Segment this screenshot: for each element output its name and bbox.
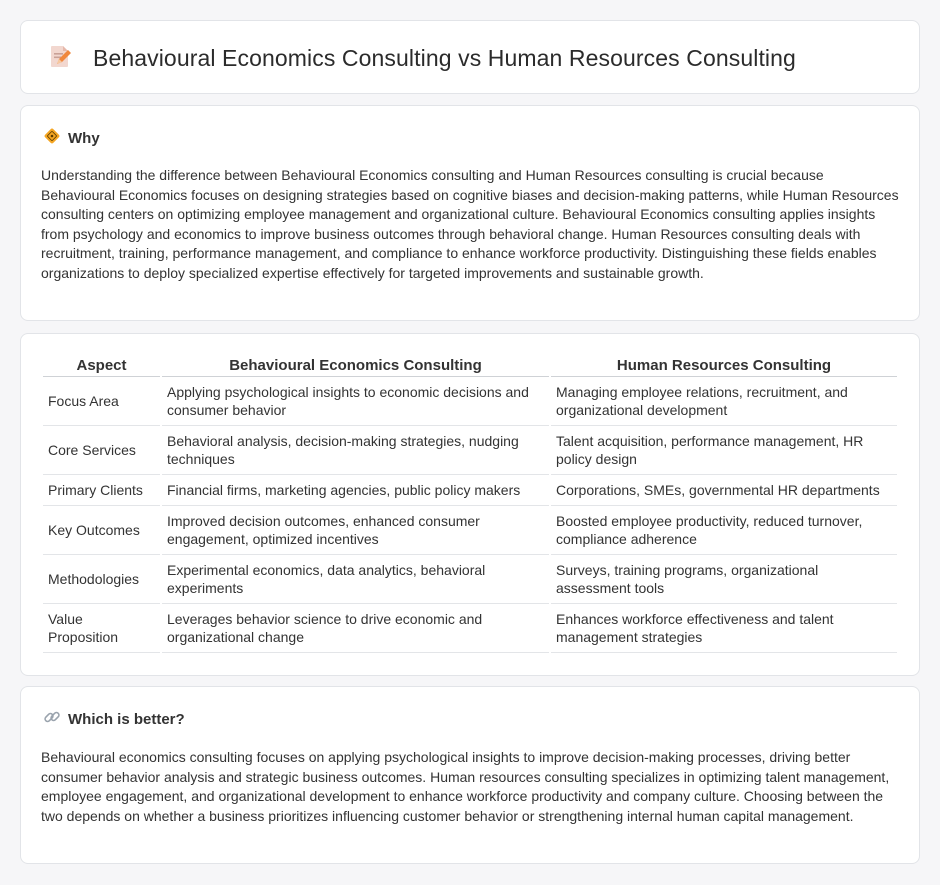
table-row <box>43 506 897 555</box>
table-row <box>43 475 897 506</box>
row-hr-value: Enhances workforce effectiveness and talent management strategies <box>551 604 897 653</box>
table-row <box>43 604 897 653</box>
title-card <box>20 20 920 94</box>
header-behavioural-economics: Behavioural Economics Consulting <box>162 354 549 377</box>
diamond-road-sign-icon <box>43 127 61 150</box>
table-row <box>43 426 897 475</box>
why-heading: Why <box>68 130 100 147</box>
row-aspect: Focus Area <box>43 377 160 426</box>
row-behavioural-value: Improved decision outcomes, enhanced consumer engagement, optimized incentives <box>162 506 549 555</box>
row-aspect: Value Proposition <box>43 604 160 653</box>
header-human-resources: Human Resources Consulting <box>551 354 897 377</box>
row-behavioural-value: Applying psychological insights to economic decisions and consumer behavior <box>162 377 549 426</box>
row-hr-value: Surveys, training programs, organizational assessment tools <box>551 555 897 604</box>
row-hr-value: Talent acquisition, performance management, HR policy design <box>551 426 897 475</box>
table-row <box>43 377 897 426</box>
table-row <box>43 555 897 604</box>
row-hr-value: Managing employee relations, recruitment, and organizational development <box>551 377 897 426</box>
row-behavioural-value: Leverages behavior science to drive economic and organizational change <box>162 604 549 653</box>
row-behavioural-value: Experimental economics, data analytics, behavioral experiments <box>162 555 549 604</box>
page-title: Behavioural Economics Consulting vs Human Resources Consulting <box>93 45 796 71</box>
link-icon <box>43 708 61 731</box>
document-edit-icon <box>47 43 73 74</box>
row-aspect: Core Services <box>43 426 160 475</box>
table-header-row <box>43 354 897 377</box>
row-aspect: Methodologies <box>43 555 160 604</box>
row-behavioural-value: Financial firms, marketing agencies, public policy makers <box>162 475 549 506</box>
header-aspect: Aspect <box>43 354 160 377</box>
row-hr-value: Corporations, SMEs, governmental HR departments <box>551 475 897 506</box>
comparison-table <box>41 354 899 653</box>
row-aspect: Primary Clients <box>43 475 160 506</box>
which-is-better-text: Behavioural economics consulting focuses on applying psychological insights to improve decision-making processes, driving better consumer behavior analysis and strategic business outcomes. Human resources consulting specializes in optimizing talent management, employee engagement, and organizational development to enhance workforce productivity and company culture. Choosing between the two depends on whether a business prioritizes influencing customer behavior or strengthening internal human capital management. <box>41 749 890 824</box>
comparison-table-card <box>20 333 920 676</box>
which-is-better-heading: Which is better? <box>68 711 185 728</box>
row-aspect: Key Outcomes <box>43 506 160 555</box>
row-behavioural-value: Behavioral analysis, decision-making strategies, nudging techniques <box>162 426 549 475</box>
row-hr-value: Boosted employee productivity, reduced turnover, compliance adherence <box>551 506 897 555</box>
why-text: Understanding the difference between Behavioural Economics consulting and Human Resources consulting is crucial because Behavioural Economics focuses on designing strategies based on cognitive biases and decision-making patterns, while Human Resources consulting centers on optimizing employee management and organizational culture. Behavioural Economics consulting applies insights from psychology and economics to improve business outcomes through behavioral change. Human Resources consulting deals with recruitment, training, performance management, and compliance to enhance workforce productivity. Distinguishing these fields enables organizations to deploy specialized expertise effectively for targeted improvements and sustainable growth. <box>41 167 899 281</box>
which-is-better-section <box>20 686 920 864</box>
why-section <box>20 105 920 321</box>
